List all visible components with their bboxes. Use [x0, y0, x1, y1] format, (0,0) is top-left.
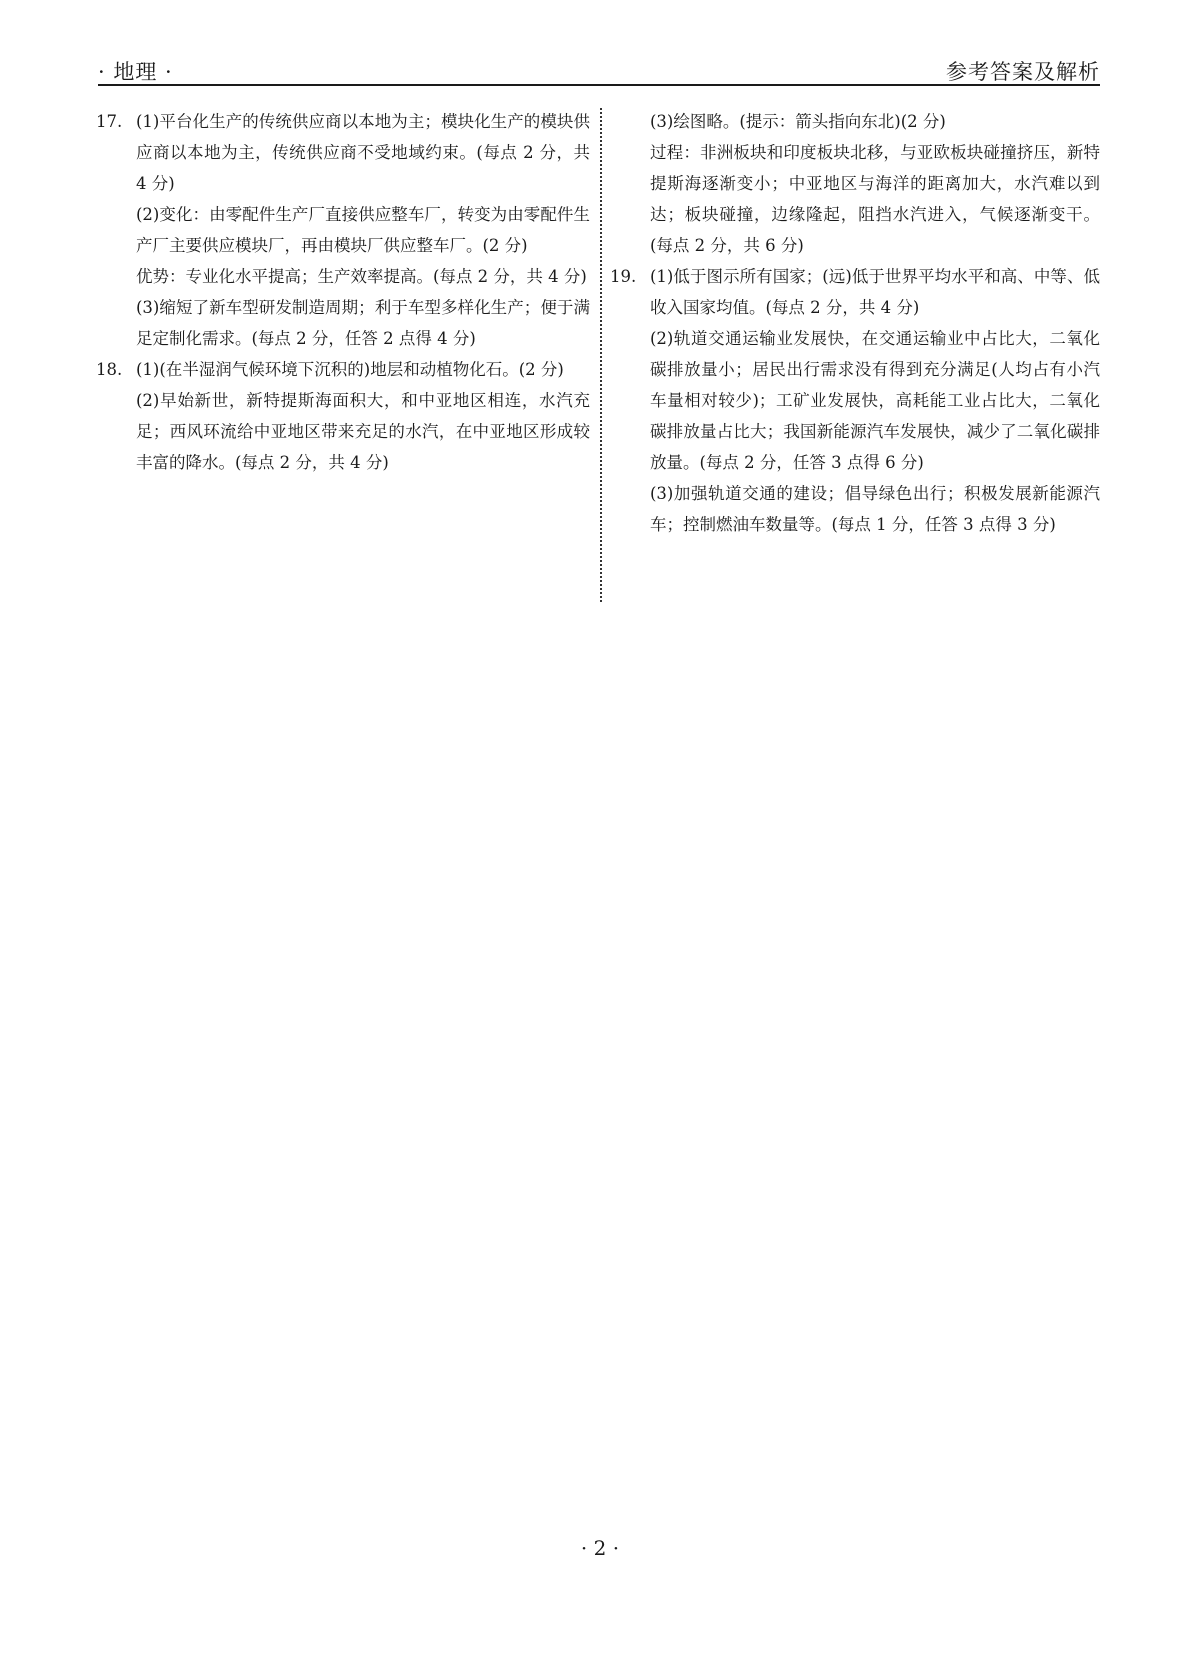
answer-paragraph: (1)平台化生产的传统供应商以本地为主；模块化生产的模块供应商以本地为主，传统供应商不受地域约束。(每点 2 分，共 4 分) [136, 112, 590, 193]
answer-paragraph: 过程：非洲板块和印度板块北移，与亚欧板块碰撞挤压，新特提斯海逐渐变小；中亚地区与海洋的距离加大，水汽难以到达；板块碰撞，边缘隆起，阻挡水汽进入，气候逐渐变干。(每点 2 分，共 6 分) [650, 143, 1100, 255]
page-header [98, 54, 1100, 86]
answer-paragraph: 优势：专业化水平提高；生产效率提高。(每点 2 分，共 4 分) [136, 267, 587, 286]
column-divider [600, 108, 602, 602]
subject-label: · 地理 · [98, 60, 173, 84]
question-19 [610, 261, 1100, 540]
answer-paragraph: (3)绘图略。(提示：箭头指向东北)(2 分) [650, 112, 946, 131]
document-title: 参考答案及解析 [946, 60, 1100, 84]
question-number: 19. [610, 267, 637, 286]
answer-body [136, 354, 590, 478]
question-number: 18. [96, 360, 123, 379]
question-18 [96, 354, 590, 478]
left-column [96, 106, 590, 478]
question-17 [96, 106, 590, 354]
answer-paragraph: (1)(在半湿润气候环境下沉积的)地层和动植物化石。(2 分) [136, 360, 564, 379]
question-number: 17. [96, 112, 123, 131]
answer-paragraph: (3)缩短了新车型研发制造周期；利于车型多样化生产；便于满足定制化需求。(每点 2 分，任答 2 点得 4 分) [136, 298, 590, 348]
question-18-continuation [610, 106, 1100, 261]
answer-body [136, 106, 590, 354]
answer-body [650, 261, 1100, 540]
answer-paragraph: (2)早始新世，新特提斯海面积大，和中亚地区相连，水汽充足；西风环流给中亚地区带来充足的水汽，在中亚地区形成较丰富的降水。(每点 2 分，共 4 分) [136, 391, 590, 472]
page-number: · 2 · [580, 1536, 620, 1560]
right-column [610, 106, 1100, 540]
answer-paragraph: (2)轨道交通运输业发展快，在交通运输业中占比大，二氧化碳排放量小；居民出行需求没有得到充分满足(人均占有小汽车量相对较少)；工矿业发展快，高耗能工业占比大，二氧化碳排放量占比大；我国新能源汽车发展快，减少了二氧化碳排放量。(每点 2 分，任答 3 点得 6 分) [650, 329, 1100, 472]
answer-paragraph: (1)低于图示所有国家；(远)低于世界平均水平和高、中等、低收入国家均值。(每点 2 分，共 4 分) [650, 267, 1100, 317]
answer-paragraph: (2)变化：由零配件生产厂直接供应整车厂，转变为由零配件生产厂主要供应模块厂，再由模块厂供应整车厂。(2 分) [136, 205, 590, 255]
answer-paragraph: (3)加强轨道交通的建设；倡导绿色出行；积极发展新能源汽车；控制燃油车数量等。(每点 1 分，任答 3 点得 3 分) [650, 484, 1100, 534]
